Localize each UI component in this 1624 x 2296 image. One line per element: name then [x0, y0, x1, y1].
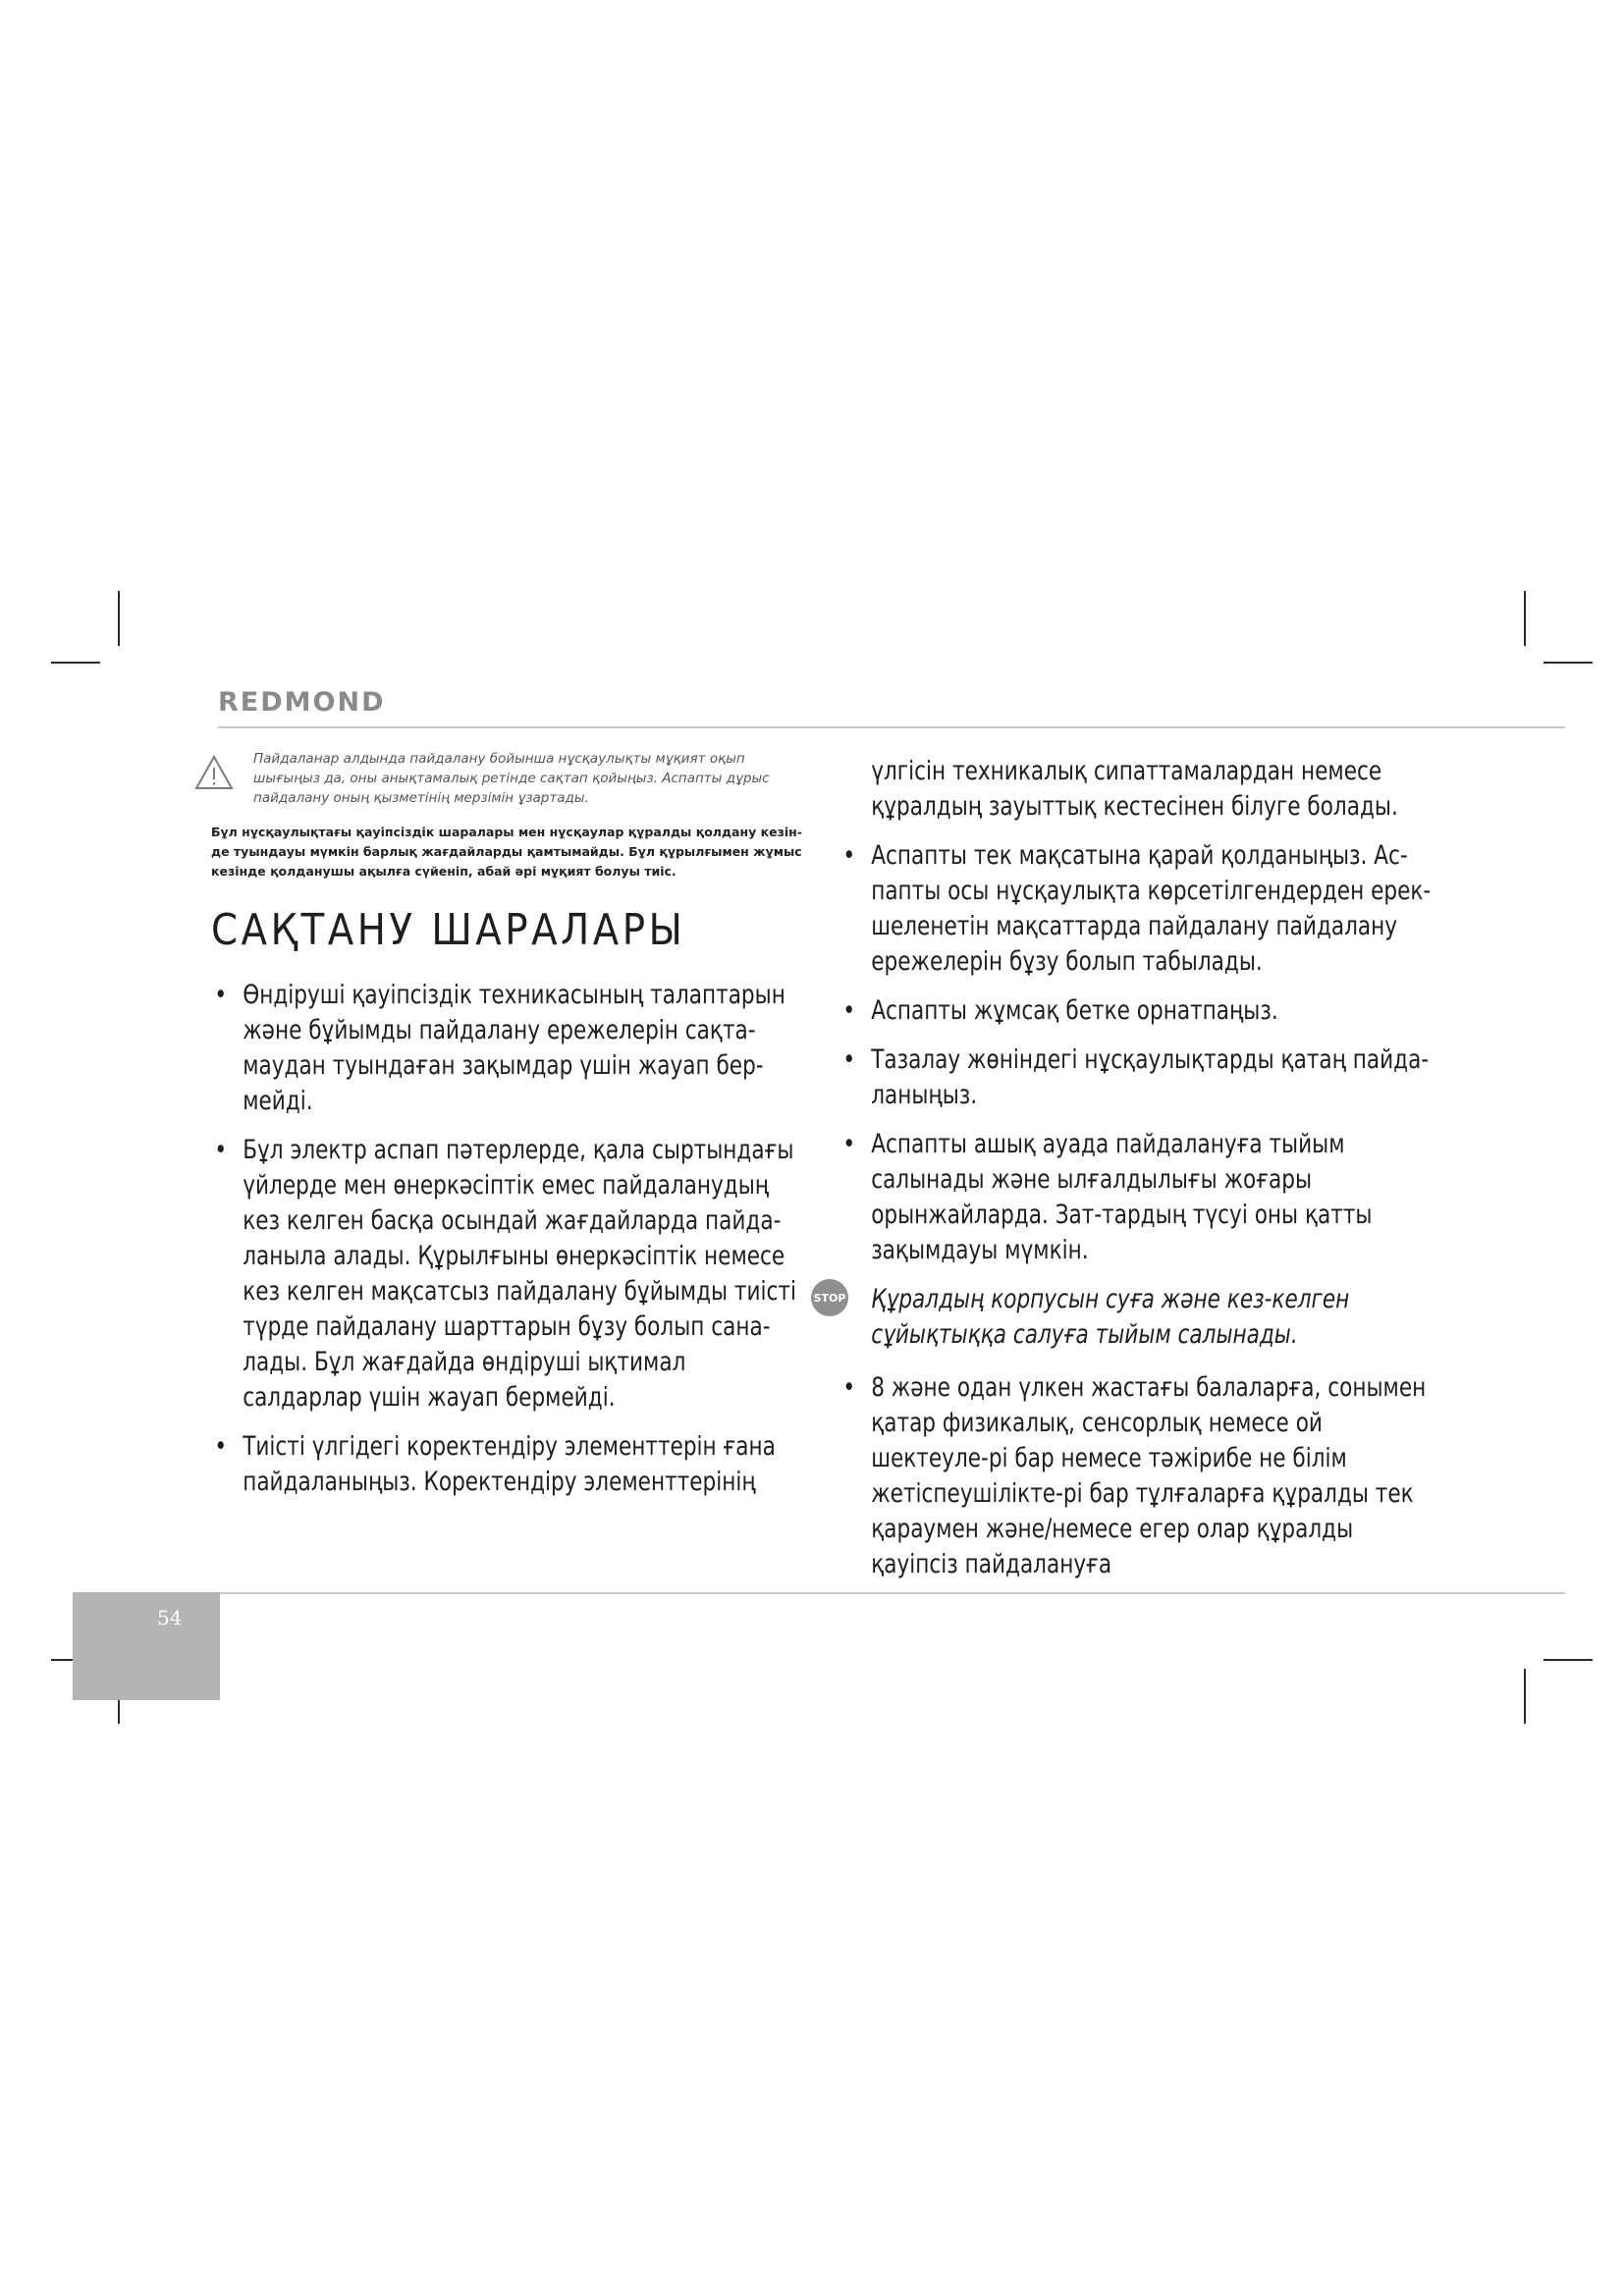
crop-mark — [1543, 662, 1593, 664]
crop-mark — [1524, 1669, 1526, 1724]
left-column — [208, 978, 856, 1514]
item-text: Аспапты жұмсақ бетке орнатпаңыз. — [871, 995, 1278, 1026]
list-item — [837, 1042, 1436, 1113]
item-text: 8 және одан үлкен жастағы балаларға, сонымен қатар физикалық, сенсорлық немесе ой шектеуле-рі бар немесе тәжірибе не білім жетіспеушілікте-рі бар тұлғаларға құралды тек қараумен және/немесе егер олар құралды қауіпсіз пайдалануға — [871, 1372, 1427, 1579]
crop-mark — [1524, 591, 1526, 646]
brand-logo: REDMOND — [218, 687, 386, 718]
page-number-box — [73, 1592, 220, 1700]
list-item — [208, 978, 808, 1119]
list-item — [837, 993, 1436, 1029]
list-item — [837, 838, 1436, 980]
bullet: • — [842, 1044, 856, 1075]
list-item — [837, 1370, 1436, 1582]
bullet: • — [842, 995, 856, 1026]
bullet: • — [842, 1372, 856, 1403]
safety-note: Бұл нұсқаулықтағы қауіпсіздік шаралары мен нұсқаулар құралды қолдану кезін-де туындауы мүмкін барлық жағдайларды қамтымайды. Бұл құрылғымен жұмыс кезінде қолданушы ақылға сүйеніп, абай әрі мұқият болуы тиіс. — [211, 825, 802, 879]
item-text: Тазалау жөніндегі нұсқаулықтарды қатаң пайда-ланыңыз. — [871, 1044, 1430, 1110]
item-text: Аспапты тек мақсатына қарай қолданыңыз. Ас-папты осы нұсқаулықта көрсетілгендерден ерек-шеленетін мақсаттарда пайдалану пайдалану ережелерін бұзу болып табылады. — [871, 840, 1432, 977]
header-rule — [218, 726, 1565, 728]
item-text: Бұл электр аспап пәтерлерде, қала сыртындағы үйлерде мен өнеркәсіптік емес пайдаланудың кез келген басқа осындай жағдайларда пайда-ланыла алады. Құрылғыны өнеркәсіптік немесе кез келген мақсатсыз пайдалану бұйымды тиісті түрде пайдалану шарттарын бұзу болып сана-лады. Бұл жағдайда өндіруші ықтимал салдарлар үшін жауап бермейді. — [243, 1135, 797, 1413]
bullet: • — [842, 1129, 856, 1159]
item-text: Тиісті үлгідегі коректендіру элементтерін ғана пайдаланыңыз. Коректендіру элементтерінің — [243, 1431, 776, 1497]
stop-warning-text: Құралдың корпусын суға және кез-келген сұйықтыққа салуға тыйым салынады. — [871, 1284, 1350, 1350]
item-text: Аспапты ашық ауада пайдалануға тыйым салынады және ылғалдылығы жоғары орынжайларда. Зат-тардың түсуі оны қатты зақымдауы мүмкін. — [871, 1129, 1373, 1265]
section-title: САҚТАНУ ШАРАЛАРЫ — [211, 905, 686, 955]
bullet: • — [842, 840, 856, 871]
page-number: 54 — [157, 1606, 183, 1629]
crop-mark — [118, 591, 120, 646]
crop-mark — [1543, 1659, 1593, 1661]
warning-icon — [193, 754, 235, 791]
stop-icon: STOP — [811, 1279, 848, 1316]
list-item — [208, 1429, 808, 1500]
bullet: • — [214, 1431, 228, 1462]
list-item — [837, 1127, 1436, 1268]
bullet: • — [214, 980, 228, 1010]
warning-note: Пайдаланар алдында пайдалану бойынша нұсқаулықты мұқият оқып шығыңыз да, оны анықтамалық ретінде сақтап қойыңыз. Аспапты дұрыс пайдалану оның қызметінің мерзімін ұзартады. — [253, 751, 770, 806]
crop-mark — [51, 662, 100, 664]
right-column — [837, 754, 1485, 1596]
continued-text: үлгісін техникалық сипаттамалардан немесе құралдың зауыттық кестесінен білуге болады. — [871, 756, 1398, 822]
list-item — [208, 1133, 808, 1415]
item-text: Өндіруші қауіпсіздік техникасының талаптарын және бұйымды пайдалану ережелерін сақта-маудан туындаған зақымдар үшін жауап бер-мейді. — [243, 980, 785, 1116]
bullet: • — [214, 1135, 228, 1165]
